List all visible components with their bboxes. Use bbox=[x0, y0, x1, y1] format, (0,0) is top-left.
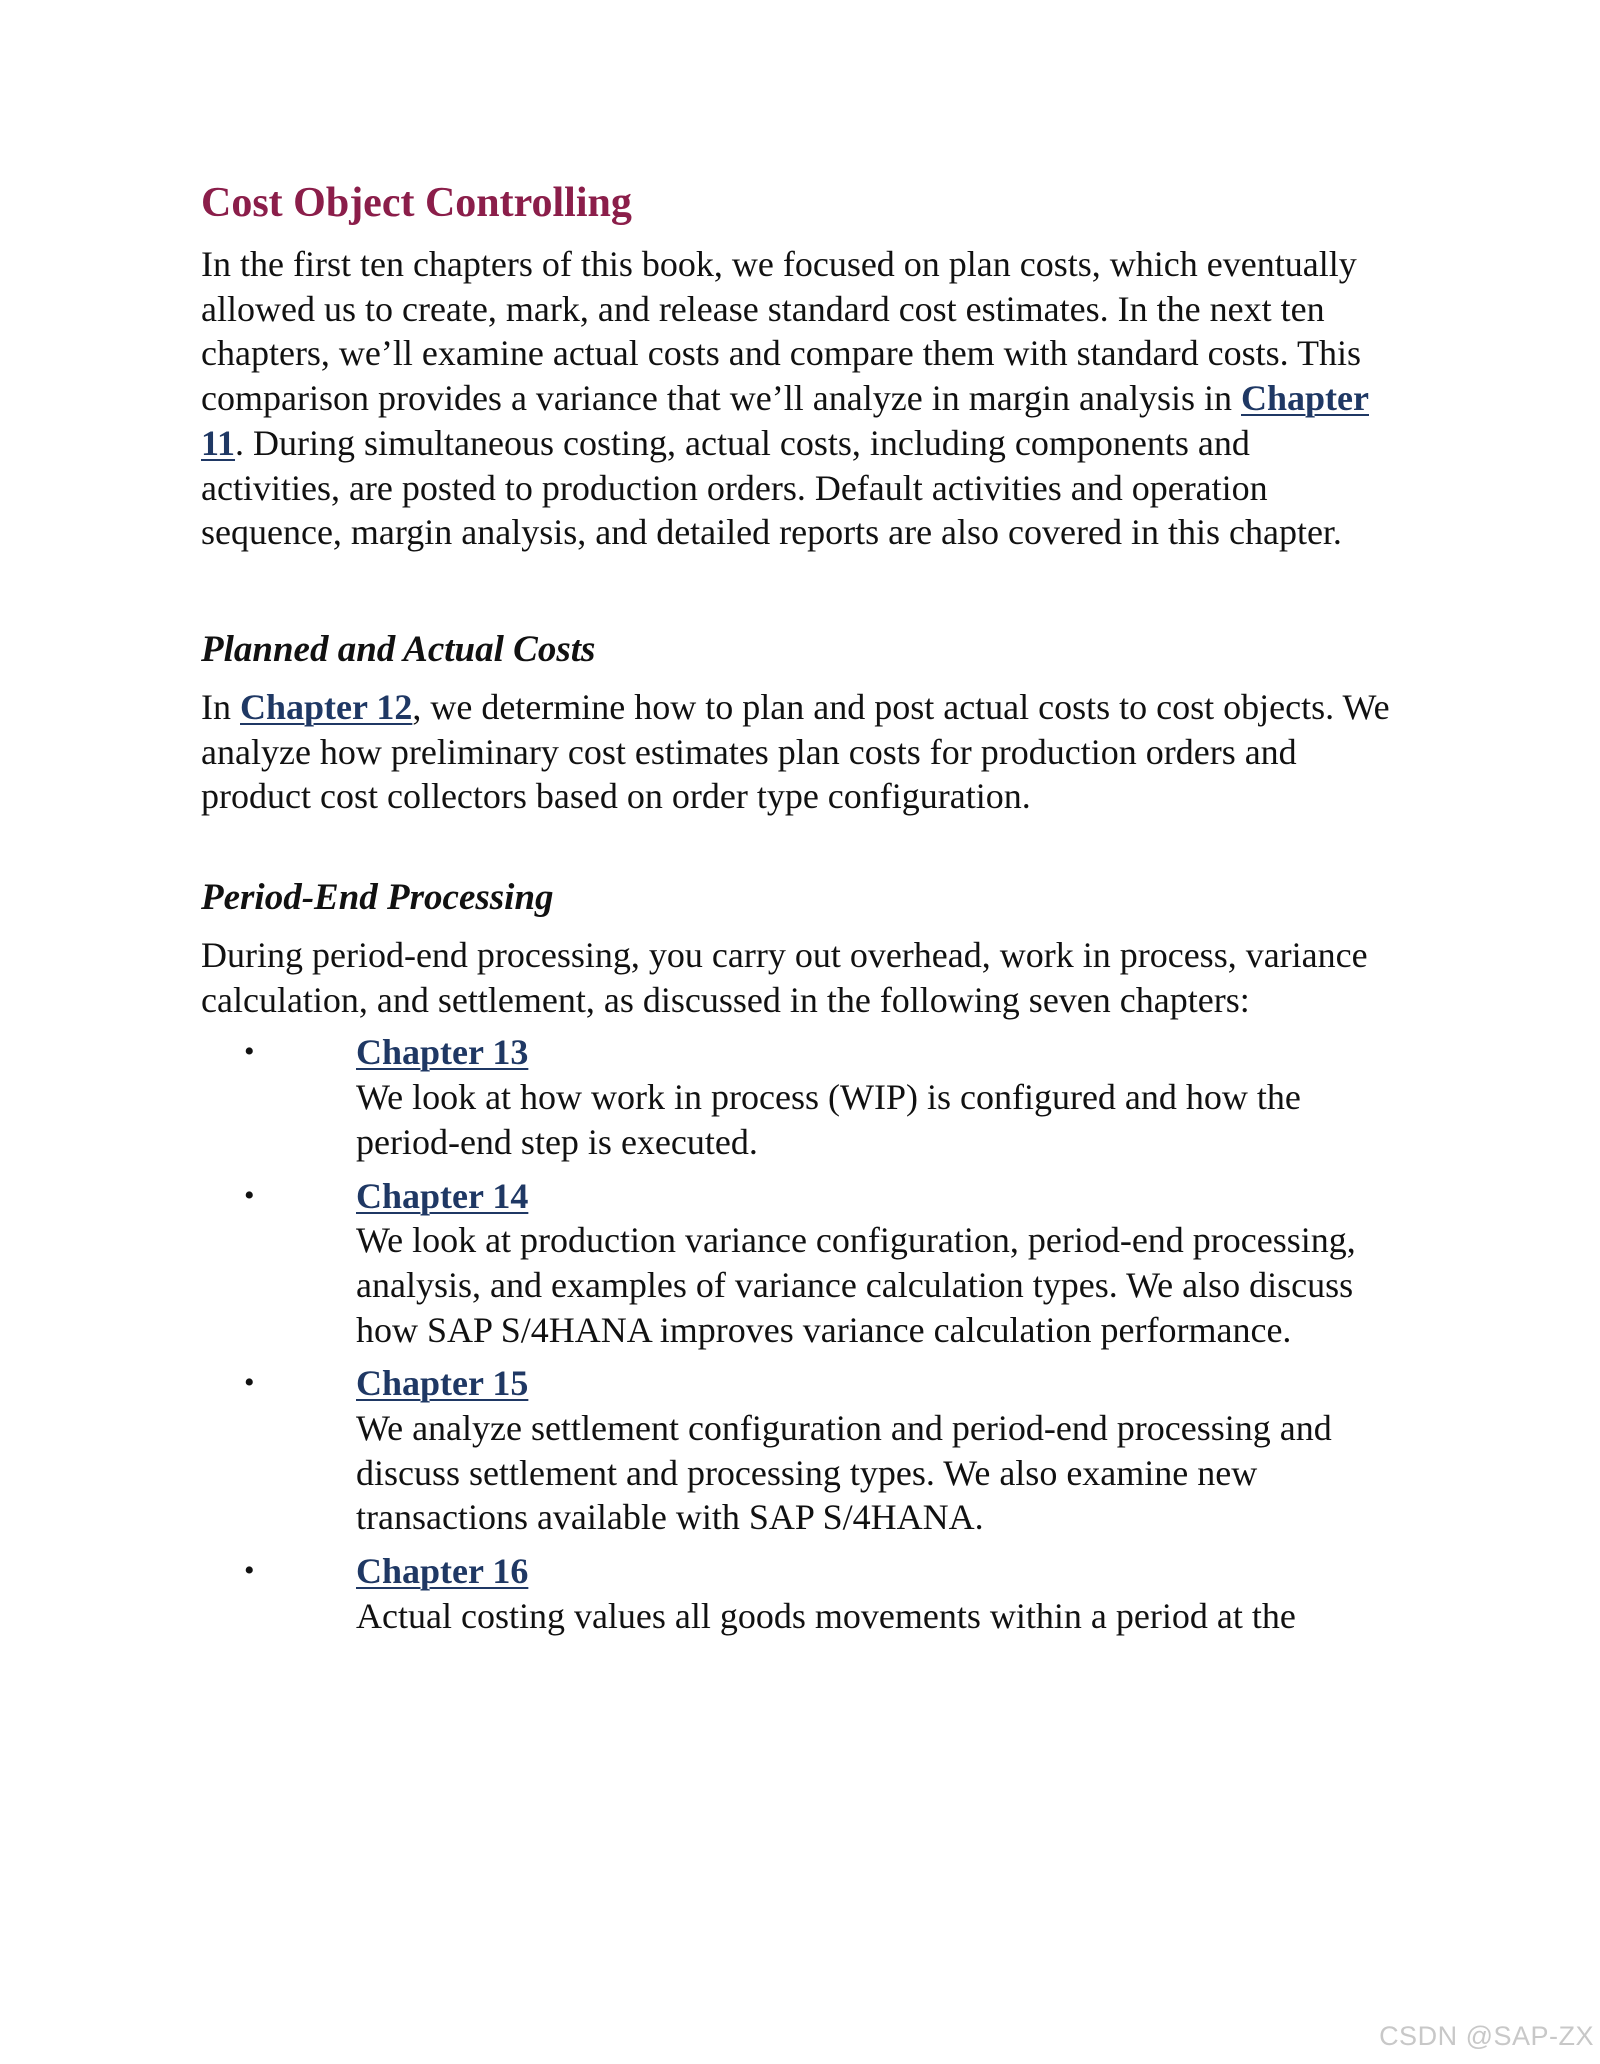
chapter-list bbox=[201, 1030, 1401, 1638]
list-item bbox=[201, 1361, 1401, 1540]
list-item-text: We analyze settlement configuration and period-end processing and discuss settlement and processing types. We also examine new transactions available with SAP S/4HANA. bbox=[356, 1408, 1332, 1538]
list-item bbox=[201, 1030, 1401, 1164]
intro-text-after: . During simultaneous costing, actual costs, including components and activities, are posted to production orders. Default activities and operation sequence, margin analysis, and detailed reports are also covered in this chapter. bbox=[201, 422, 1342, 553]
period-end-paragraph: During period-end processing, you carry out overhead, work in process, variance calculation, and settlement, as discussed in the following seven chapters: bbox=[201, 935, 1368, 1020]
watermark: CSDN @SAP-ZX bbox=[1379, 2021, 1594, 2051]
planned-text-after: , we determine how to plan and post actual costs to cost objects. We analyze how preliminary cost estimates plan costs for production orders and product cost collectors based on order type configuration. bbox=[201, 686, 1390, 817]
bullet-icon: • bbox=[244, 1366, 255, 1400]
bullet-icon: • bbox=[244, 1554, 255, 1588]
bullet-icon: • bbox=[244, 1178, 255, 1212]
planned-text-before: In bbox=[201, 686, 240, 727]
chapter-12-link[interactable]: Chapter 12 bbox=[240, 686, 413, 727]
document-page bbox=[201, 178, 1401, 1639]
list-item-text: We look at production variance configuration, period-end processing, analysis, and examples of variance calculation types. We also discuss how SAP S/4HANA improves variance calculation performance. bbox=[356, 1220, 1356, 1350]
list-item-text: We look at how work in process (WIP) is configured and how the period-end step is executed. bbox=[356, 1077, 1301, 1162]
intro-text-before: In the first ten chapters of this book, we focused on plan costs, which eventually allowed us to create, mark, and release standard cost estimates. In the next ten chapters, we’ll examine actual costs and compare them with standard costs. This comparison provides a variance that we’ll analyze in margin analysis in bbox=[201, 244, 1361, 419]
planned-actual-heading: Planned and Actual Costs bbox=[201, 628, 596, 670]
period-end-heading: Period-End Processing bbox=[201, 877, 554, 919]
bullet-icon: • bbox=[244, 1035, 255, 1069]
chapter-16-link[interactable]: Chapter 16 bbox=[356, 1551, 529, 1592]
list-item bbox=[201, 1549, 1401, 1638]
planned-actual-paragraph bbox=[201, 685, 1396, 819]
chapter-15-link[interactable]: Chapter 15 bbox=[356, 1363, 529, 1404]
list-item-text: Actual costing values all goods movements within a period at the bbox=[356, 1595, 1296, 1636]
list-item bbox=[201, 1174, 1401, 1353]
chapter-11-link[interactable]: Chapter 11 bbox=[201, 378, 1369, 463]
chapter-14-link[interactable]: Chapter 14 bbox=[356, 1175, 529, 1216]
intro-paragraph bbox=[201, 242, 1396, 555]
chapter-13-link[interactable]: Chapter 13 bbox=[356, 1032, 529, 1073]
page-title: Cost Object Controlling bbox=[201, 180, 632, 226]
